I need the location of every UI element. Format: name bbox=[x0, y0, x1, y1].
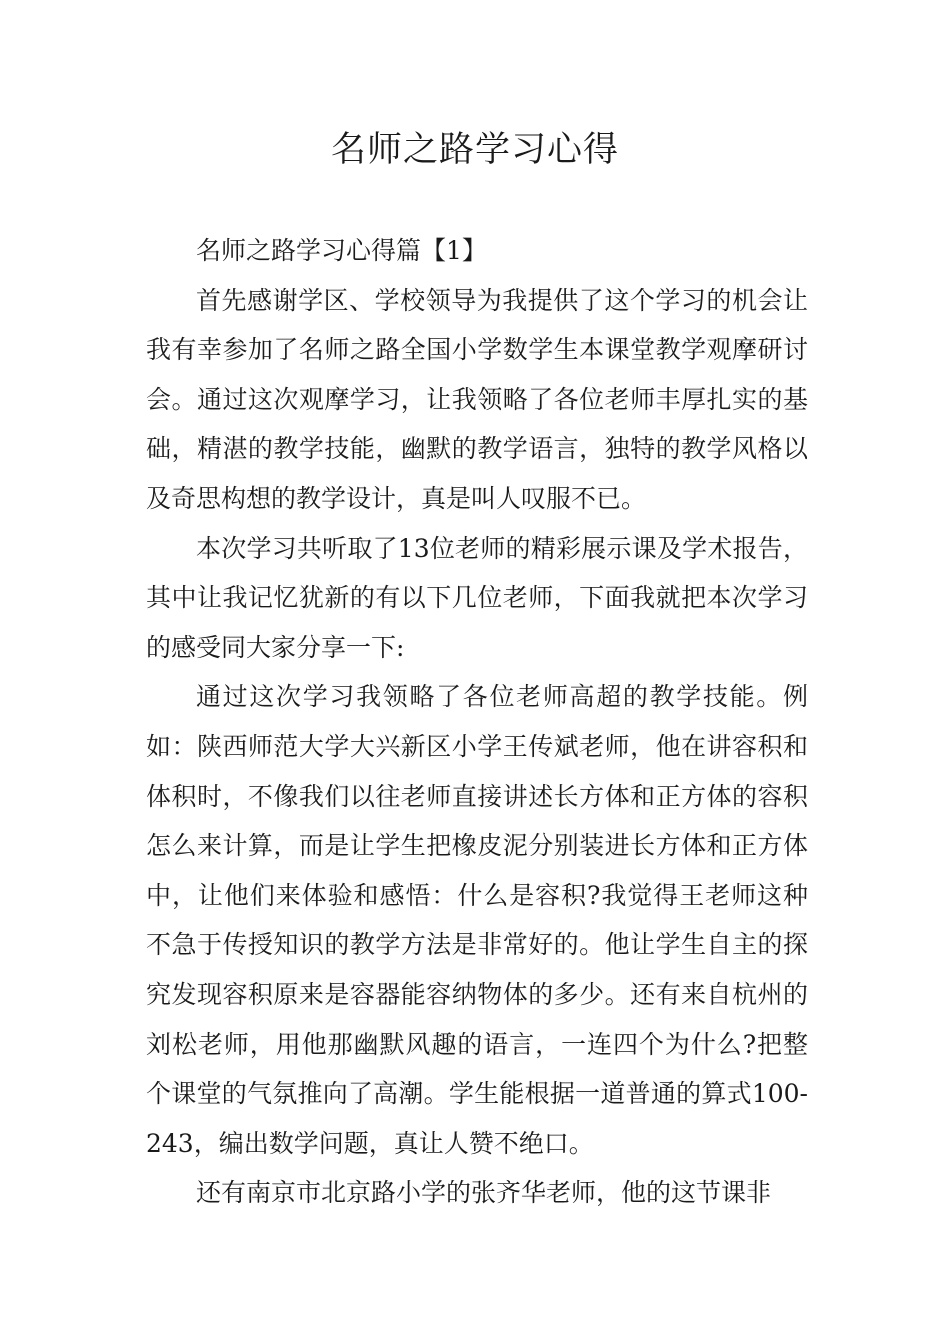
paragraph: 首先感谢学区、学校领导为我提供了这个学习的机会让我有幸参加了名师之路全国小学数学生本课堂教学观摩研讨会。通过这次观摩学习，让我领略了各位老师丰厚扎实的基础，精湛的教学技能，幽默的教学语言，独特的教学风格以及奇思构想的教学设计，真是叫人叹服不已。 bbox=[146, 285, 808, 513]
paragraph: 通过这次学习我领略了各位老师高超的教学技能。例如：陕西师范大学大兴新区小学王传斌老师，他在讲容积和体积时，不像我们以往老师直接讲述长方体和正方体的容积怎么来计算，而是让学生把橡皮泥分别装进长方体和正方体中，让他们来体验和感悟：什么是容积?我觉得王老师这种不急于传授知识的教学方法是非常好的。他让学生自主的探究发现容积原来是容器能容纳物体的多少。还有来自杭州的刘松老师，用他那幽默风趣的语言，一连四个为什么?把整个课堂的气氛推向了高潮。学生能根据一道普通的算式100-243，编出数学问题，真让人赞不绝口。 bbox=[146, 682, 808, 1158]
paragraph: 本次学习共听取了13位老师的精彩展示课及学术报告，其中让我记忆犹新的有以下几位老师，下面我就把本次学习的感受同大家分享一下: bbox=[146, 533, 808, 662]
document-title: 名师之路学习心得 bbox=[330, 130, 619, 170]
paragraph: 还有南京市北京路小学的张齐华老师，他的这节课非 bbox=[196, 1178, 772, 1208]
document-body bbox=[146, 226, 808, 1218]
section-heading: 名师之路学习心得篇【1】 bbox=[196, 236, 487, 265]
